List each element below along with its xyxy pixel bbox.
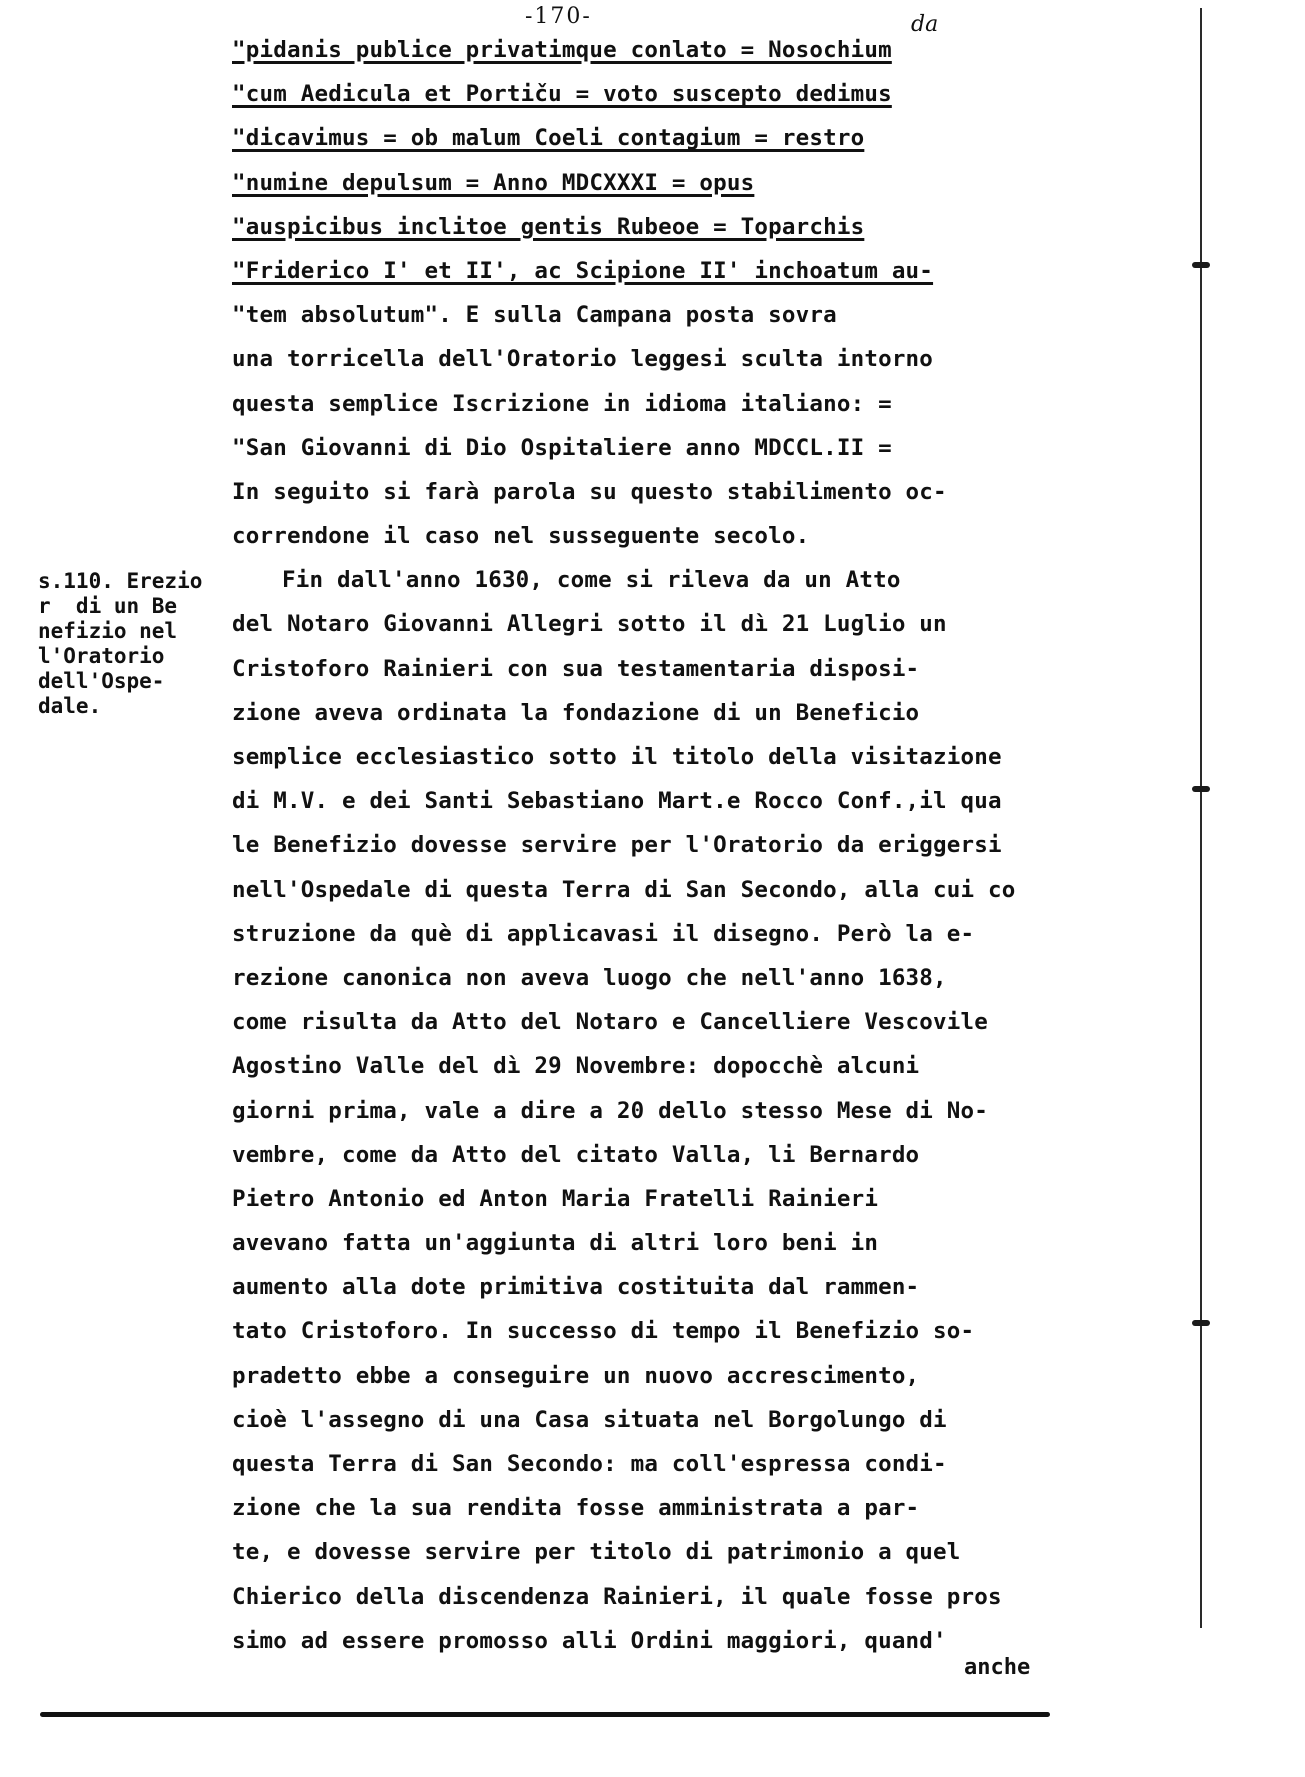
catchword: anche xyxy=(964,1655,1031,1680)
text-line: cioè l'assegno di una Casa situata nel Borgolungo di xyxy=(232,1406,947,1433)
text-line: zione che la sua rendita fosse amministrata a par- xyxy=(232,1495,920,1522)
text-line: correndone il caso nel susseguente secolo. xyxy=(232,523,810,550)
text-line: avevano fatta un'aggiunta di altri loro beni in xyxy=(232,1230,879,1257)
text-line: "auspicibus inclitoe gentis Rubeoe = Toparchis xyxy=(232,213,865,240)
text-line: vembre, come da Atto del citato Valla, li Bernardo xyxy=(232,1141,920,1168)
text-line: zione aveva ordinata la fondazione di un Beneficio xyxy=(232,699,920,726)
text-line: del Notaro Giovanni Allegri sotto il dì 21 Luglio un xyxy=(232,611,947,638)
marginal-note-line: r di un Be xyxy=(38,594,178,618)
text-line: Cristoforo Rainieri con sua testamentaria disposi- xyxy=(232,655,920,682)
margin-mark xyxy=(1192,786,1210,792)
text-line: nell'Ospedale di questa Terra di San Secondo, alla cui co xyxy=(232,876,1016,903)
text-line: le Benefizio dovesse servire per l'Oratorio da eriggersi xyxy=(232,832,1002,859)
text-line: simo ad essere promosso alli Ordini maggiori, quand' xyxy=(232,1627,947,1654)
handwritten-correction: da xyxy=(911,12,939,37)
text-line: "pidanis publice privatimque conlato = Nosochium xyxy=(232,37,892,63)
right-margin-rule xyxy=(1200,8,1202,1628)
text-line: semplice ecclesiastico sotto il titolo della visitazione xyxy=(232,744,1002,770)
marginal-note-line: s.110. Erezio xyxy=(38,569,203,593)
marginal-note xyxy=(38,569,228,719)
text-line: "cum Aedicula et Portiču = voto suscepto dedimus xyxy=(232,81,892,108)
marginal-note-line: l'Oratorio xyxy=(38,644,165,668)
marginal-note-line: nefizio nel xyxy=(38,619,178,643)
page-number: -170- xyxy=(525,4,592,29)
text-line: di M.V. e dei Santi Sebastiano Mart.e Rocco Conf.,il qua xyxy=(232,788,1002,815)
text-line: una torricella dell'Oratorio leggesi sculta intorno xyxy=(232,346,934,373)
text-line: "dicavimus = ob malum Coeli contagium = restro xyxy=(232,125,865,152)
text-line: come risulta da Atto del Notaro e Cancelliere Vescovile xyxy=(232,1009,989,1036)
text-line: giorni prima, vale a dire a 20 dello stesso Mese di No- xyxy=(232,1097,989,1124)
text-line: struzione da què di applicavasi il disegno. Però la e- xyxy=(232,920,975,947)
margin-mark xyxy=(1192,262,1210,268)
margin-mark xyxy=(1192,1320,1210,1326)
text-line: Chierico della discendenza Rainieri, il quale fosse pros xyxy=(232,1583,1002,1610)
text-line: te, e dovesse servire per titolo di patrimonio a quel xyxy=(232,1539,961,1566)
text-line: Agostino Valle del dì 29 Novembre: dopocchè alcuni xyxy=(232,1053,920,1080)
text-line: Fin dall'anno 1630, come si rileva da un Atto xyxy=(282,567,901,594)
marginal-note-line: dell'Ospe- xyxy=(38,669,165,693)
text-line: questa Terra di San Secondo: ma coll'espressa condi- xyxy=(232,1451,947,1477)
text-line: aumento alla dote primitiva costituita dal rammen- xyxy=(232,1274,920,1301)
text-line: questa semplice Iscrizione in idioma italiano: = xyxy=(232,390,892,417)
text-line: "numine depulsum = Anno MDCXXXI = opus xyxy=(232,169,755,196)
marginal-note-line: dale. xyxy=(38,694,102,718)
text-line: pradetto ebbe a conseguire un nuovo accrescimento, xyxy=(232,1362,920,1389)
text-line: rezione canonica non aveva luogo che nell'anno 1638, xyxy=(232,964,947,991)
text-line: "tem absolutum". E sulla Campana posta sovra xyxy=(232,302,837,329)
text-line: "San Giovanni di Dio Ospitaliere anno MDCCL.II = xyxy=(232,434,892,461)
text-line: tato Cristoforo. In successo di tempo il Benefizio so- xyxy=(232,1318,975,1345)
text-line: In seguito si farà parola su questo stabilimento oc- xyxy=(232,478,947,505)
text-line: Pietro Antonio ed Anton Maria Fratelli Rainieri xyxy=(232,1185,879,1212)
text-line: "Friderico I' et II', ac Scipione II' inchoatum au- xyxy=(232,257,934,284)
body-text xyxy=(232,28,1242,1663)
bottom-rule xyxy=(40,1712,1050,1717)
